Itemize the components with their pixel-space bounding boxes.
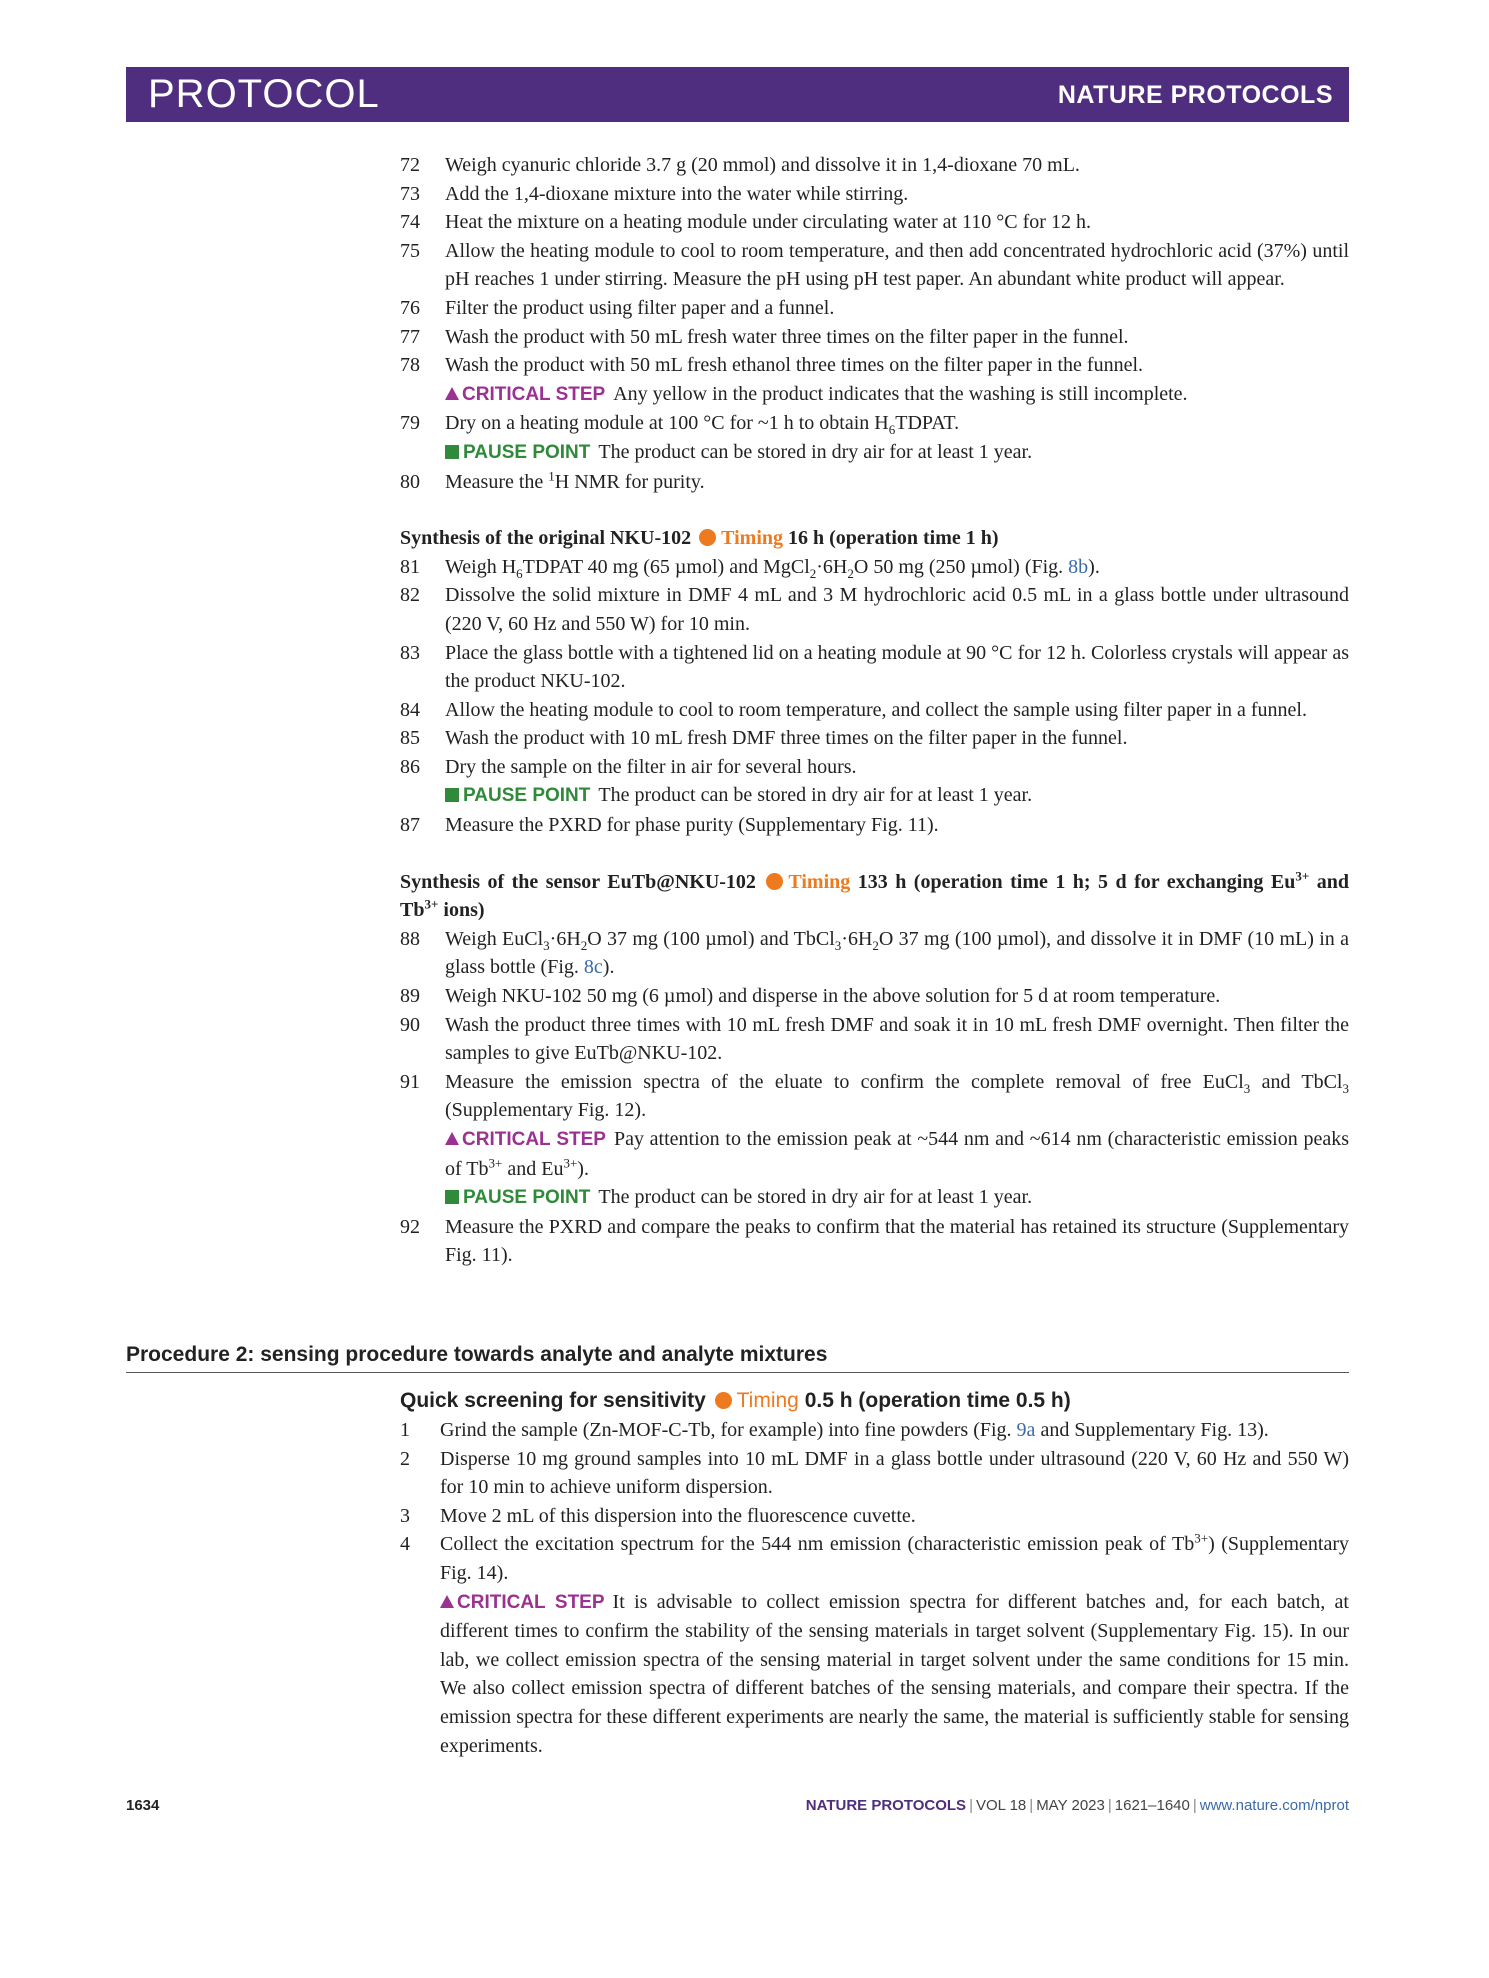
critical-step-label: CRITICAL STEP	[462, 383, 606, 405]
step-88	[400, 925, 1349, 982]
pause-point-label: PAUSE POINT	[463, 785, 591, 807]
journal-name: NATURE PROTOCOLS	[1057, 81, 1333, 109]
pause-square-icon	[445, 788, 459, 802]
step-text: TDPAT 40 mg (65 µmol) and MgCl	[522, 555, 810, 578]
timing-value: ions)	[438, 899, 485, 922]
step-number: 85	[400, 727, 420, 750]
step-text: Measure the	[445, 470, 549, 493]
step-83	[400, 639, 1349, 696]
step-91	[400, 1068, 1349, 1213]
subscript: 6	[888, 422, 896, 438]
step-text: Dry on a heating module at 100 °C for ~1 h to obtain H	[445, 412, 889, 435]
step-number: 79	[400, 412, 420, 435]
step-2	[400, 1445, 1349, 1502]
subscript: 3	[834, 937, 842, 953]
subscript: 2	[809, 565, 817, 581]
step-1	[400, 1416, 1349, 1445]
step-number: 73	[400, 182, 420, 205]
step-number: 91	[400, 1070, 420, 1093]
footer-date: MAY 2023	[1036, 1797, 1105, 1814]
critical-note: Pay attention to the emission peak at ~544 nm and ~614 nm (characteristic emission peaks of Tb	[445, 1128, 1349, 1180]
superscript: 3+	[563, 1154, 578, 1170]
step-number: 80	[400, 470, 420, 493]
timing-dot-icon	[715, 1392, 732, 1409]
figure-link[interactable]: 8b	[1068, 555, 1089, 578]
pause-point-label: PAUSE POINT	[463, 1187, 591, 1209]
critical-triangle-icon	[440, 1595, 454, 1608]
critical-step-label: CRITICAL STEP	[457, 1591, 605, 1613]
step-text: ·6H	[549, 927, 581, 950]
page-number: 1634	[126, 1797, 160, 1814]
step-number: 82	[400, 584, 420, 607]
timing-value: 0.5 h (operation time 0.5 h)	[804, 1389, 1071, 1412]
step-73	[400, 180, 1349, 209]
step-87	[400, 811, 1349, 840]
step-number: 75	[400, 239, 420, 262]
critical-step-label: CRITICAL STEP	[462, 1129, 606, 1150]
subscript: 3	[1243, 1080, 1251, 1096]
step-number: 3	[400, 1504, 410, 1527]
step-text: and Supplementary Fig. 13).	[1035, 1419, 1269, 1441]
step-text: Measure the PXRD for phase purity (Supplementary Fig. 11).	[445, 814, 939, 837]
subscript: 2	[580, 937, 588, 953]
step-text: TDPAT.	[895, 412, 960, 435]
subscript: 3	[543, 937, 550, 953]
step-text: Wash the product three times with 10 mL fresh DMF and soak it in 10 mL fresh DMF overnight. Then filter the samples to give EuTb@NKU-102.	[445, 1013, 1349, 1065]
superscript: 3+	[488, 1154, 503, 1170]
step-number: 92	[400, 1215, 420, 1238]
step-text: and TbCl	[1250, 1070, 1343, 1093]
timing-label: Timing	[721, 527, 783, 550]
step-79	[400, 409, 1349, 467]
footer-url[interactable]: www.nature.com/nprot	[1199, 1797, 1349, 1814]
step-text: Disperse 10 mg ground samples into 10 mL DMF in a glass bottle under ultrasound (220 V, 60 Hz and 550 W) for 10 min to achieve uniform dispersion.	[440, 1447, 1349, 1499]
step-82	[400, 581, 1349, 638]
subscript: 6	[516, 565, 523, 581]
pause-note: The product can be stored in dry air for at least 1 year.	[598, 440, 1033, 463]
step-text: Measure the emission spectra of the eluate to confirm the complete removal of free EuCl	[445, 1070, 1244, 1093]
step-text: ).	[602, 956, 615, 979]
step-80	[400, 468, 1349, 497]
step-number: 2	[400, 1447, 410, 1470]
step-text: Place the glass bottle with a tightened lid on a heating module at 90 °C for 12 h. Colorless crystals will appear as the product NKU-102.	[445, 641, 1349, 693]
timing-dot-icon	[699, 529, 716, 546]
step-89	[400, 982, 1349, 1011]
section-heading-eutb	[400, 868, 1349, 925]
step-number: 4	[400, 1533, 410, 1556]
procedure-2-heading: Procedure 2: sensing procedure towards analyte and analyte mixtures	[126, 1340, 1349, 1373]
superscript: 3+	[1295, 868, 1310, 883]
step-text: Weigh EuCl	[445, 927, 544, 950]
step-text: Weigh cyanuric chloride 3.7 g (20 mmol) and dissolve it in 1,4-dioxane 70 mL.	[445, 154, 1080, 176]
timing-label: Timing	[788, 870, 851, 893]
step-90	[400, 1011, 1349, 1068]
procedure-2-column	[400, 1386, 1349, 1760]
superscript: 3+	[424, 896, 439, 912]
step-number: 78	[400, 354, 420, 377]
step-number: 87	[400, 814, 420, 837]
step-number: 72	[400, 154, 420, 176]
citation: NATURE PROTOCOLS | VOL 18 | MAY 2023 | 1621–1640 | www.nature.com/nprot	[805, 1797, 1349, 1814]
timing-value: 16 h (operation time 1 h)	[788, 527, 999, 550]
step-number: 83	[400, 641, 420, 664]
step-text: Dissolve the solid mixture in DMF 4 mL and 3 M hydrochloric acid 0.5 mL in a glass bottle under ultrasound (220 V, 60 Hz and 550 W) for 10 min.	[445, 584, 1349, 635]
step-4	[400, 1530, 1349, 1760]
step-text: ).	[1088, 555, 1100, 578]
step-number: 1	[400, 1419, 410, 1441]
section-label: PROTOCOL	[148, 72, 380, 116]
critical-note: and Eu	[502, 1157, 564, 1180]
pause-square-icon	[445, 445, 459, 459]
step-3	[400, 1502, 1349, 1531]
step-74	[400, 208, 1349, 237]
step-text: H NMR for purity.	[554, 470, 705, 493]
step-number: 88	[400, 927, 420, 950]
step-text: ·6H	[816, 555, 848, 578]
header-banner	[126, 67, 1349, 122]
step-number: 90	[400, 1013, 420, 1036]
step-text: O 37 mg (100 µmol) and TbCl	[587, 927, 835, 950]
step-text: Wash the product with 50 mL fresh water three times on the filter paper in the funnel.	[445, 325, 1129, 348]
step-text: (Supplementary Fig. 12).	[445, 1099, 647, 1122]
step-number: 74	[400, 211, 420, 234]
figure-link[interactable]: 9a	[1016, 1419, 1036, 1441]
step-72	[400, 151, 1349, 180]
step-text: Measure the PXRD and compare the peaks to confirm that the material has retained its structure (Supplementary Fig. 11).	[445, 1215, 1349, 1267]
step-text: Heat the mixture on a heating module under circulating water at 110 °C for 12 h.	[445, 211, 1091, 234]
step-number: 77	[400, 325, 420, 348]
timing-value: 133 h (operation time 1 h; 5 d for exchanging Eu	[857, 870, 1296, 893]
step-text: Wash the product with 10 mL fresh DMF three times on the filter paper in the funnel.	[445, 727, 1128, 750]
timing-label: Timing	[736, 1389, 799, 1412]
timing-value: and Tb	[400, 870, 1349, 922]
critical-note: It is advisable to collect emission spectra for different batches and, for each batch, at different times to confirm the stability of the sensing materials in target solvent (Supplementary Fig. 15). In our lab, we collect emission spectra of the sensing material in target solvent under the same conditions for 15 min. We also collect emission spectra of different batches of the sensing materials, and compare their spectra. If the emission spectra for these different experiments are nearly the same, the material is sufficiently stable for sensing experiments.	[440, 1590, 1349, 1757]
step-81	[400, 553, 1349, 582]
step-text: Grind the sample (Zn-MOF-C-Tb, for example) into fine powders (Fig.	[440, 1419, 1017, 1441]
step-78	[400, 351, 1349, 409]
subscript: 2	[872, 937, 879, 953]
pause-square-icon	[445, 1190, 459, 1204]
step-text: ·6H	[841, 927, 873, 950]
step-84	[400, 696, 1349, 725]
step-76	[400, 294, 1349, 323]
step-text: O 37 mg (100 µmol), and dissolve it in DMF (10 mL) in a glass bottle (Fig.	[445, 927, 1350, 979]
timing-dot-icon	[766, 873, 783, 890]
superscript: 3+	[1194, 1530, 1209, 1546]
section-heading-nku102	[400, 524, 1349, 553]
step-text: Add the 1,4-dioxane mixture into the water while stirring.	[445, 182, 909, 205]
figure-link[interactable]: 8c	[583, 956, 603, 979]
step-text: Weigh NKU-102 50 mg (6 µmol) and disperse in the above solution for 5 d at room temperature.	[445, 985, 1221, 1008]
step-text: Filter the product using filter paper and a funnel.	[445, 296, 835, 319]
section-title: Synthesis of the sensor EuTb@NKU-102	[400, 870, 756, 893]
critical-triangle-icon	[445, 1132, 459, 1145]
step-number: 84	[400, 698, 420, 721]
step-text: ) (Supplementary Fig. 14).	[440, 1533, 1349, 1584]
step-number: 86	[400, 755, 420, 778]
critical-triangle-icon	[445, 387, 459, 400]
main-column	[400, 151, 1349, 1270]
subscript: 2	[847, 565, 854, 581]
step-text: Allow the heating module to cool to room temperature, and then add concentrated hydrochloric acid (37%) until pH reaches 1 under stirring. Measure the pH using pH test paper. An abundant white product will appear.	[445, 239, 1349, 291]
step-text: Collect the excitation spectrum for the 544 nm emission (characteristic emission peak of Tb	[440, 1533, 1195, 1556]
footer-volume: VOL 18	[975, 1797, 1027, 1814]
pause-note: The product can be stored in dry air for at least 1 year.	[598, 1186, 1033, 1209]
section-title: Quick screening for sensitivity	[400, 1389, 706, 1412]
step-85	[400, 724, 1349, 753]
step-text: Weigh H	[445, 555, 517, 578]
subscript: 3	[1342, 1080, 1349, 1096]
step-text: Dry the sample on the filter in air for several hours.	[445, 755, 857, 778]
section-title: Synthesis of the original NKU-102	[400, 527, 692, 550]
step-number: 89	[400, 985, 420, 1008]
pause-note: The product can be stored in dry air for at least 1 year.	[598, 784, 1033, 807]
superscript: 1	[548, 467, 555, 483]
step-text: Allow the heating module to cool to room temperature, and collect the sample using filter paper in a funnel.	[445, 698, 1307, 721]
step-92	[400, 1213, 1349, 1270]
critical-note: Any yellow in the product indicates that the washing is still incomplete.	[613, 382, 1188, 405]
step-number: 76	[400, 296, 420, 319]
step-86	[400, 753, 1349, 811]
critical-note: ).	[577, 1157, 589, 1180]
pause-point-label: PAUSE POINT	[463, 441, 591, 463]
footer-pages: 1621–1640	[1114, 1797, 1190, 1814]
step-77	[400, 323, 1349, 352]
footer-journal: NATURE PROTOCOLS	[805, 1797, 967, 1814]
step-number: 81	[400, 555, 420, 578]
step-text: O 50 mg (250 µmol) (Fig.	[853, 555, 1069, 578]
step-75	[400, 237, 1349, 294]
step-text: Move 2 mL of this dispersion into the fluorescence cuvette.	[440, 1504, 916, 1527]
section-heading-screening	[400, 1386, 1349, 1416]
step-text: Wash the product with 50 mL fresh ethanol three times on the filter paper in the funnel.	[445, 354, 1143, 377]
